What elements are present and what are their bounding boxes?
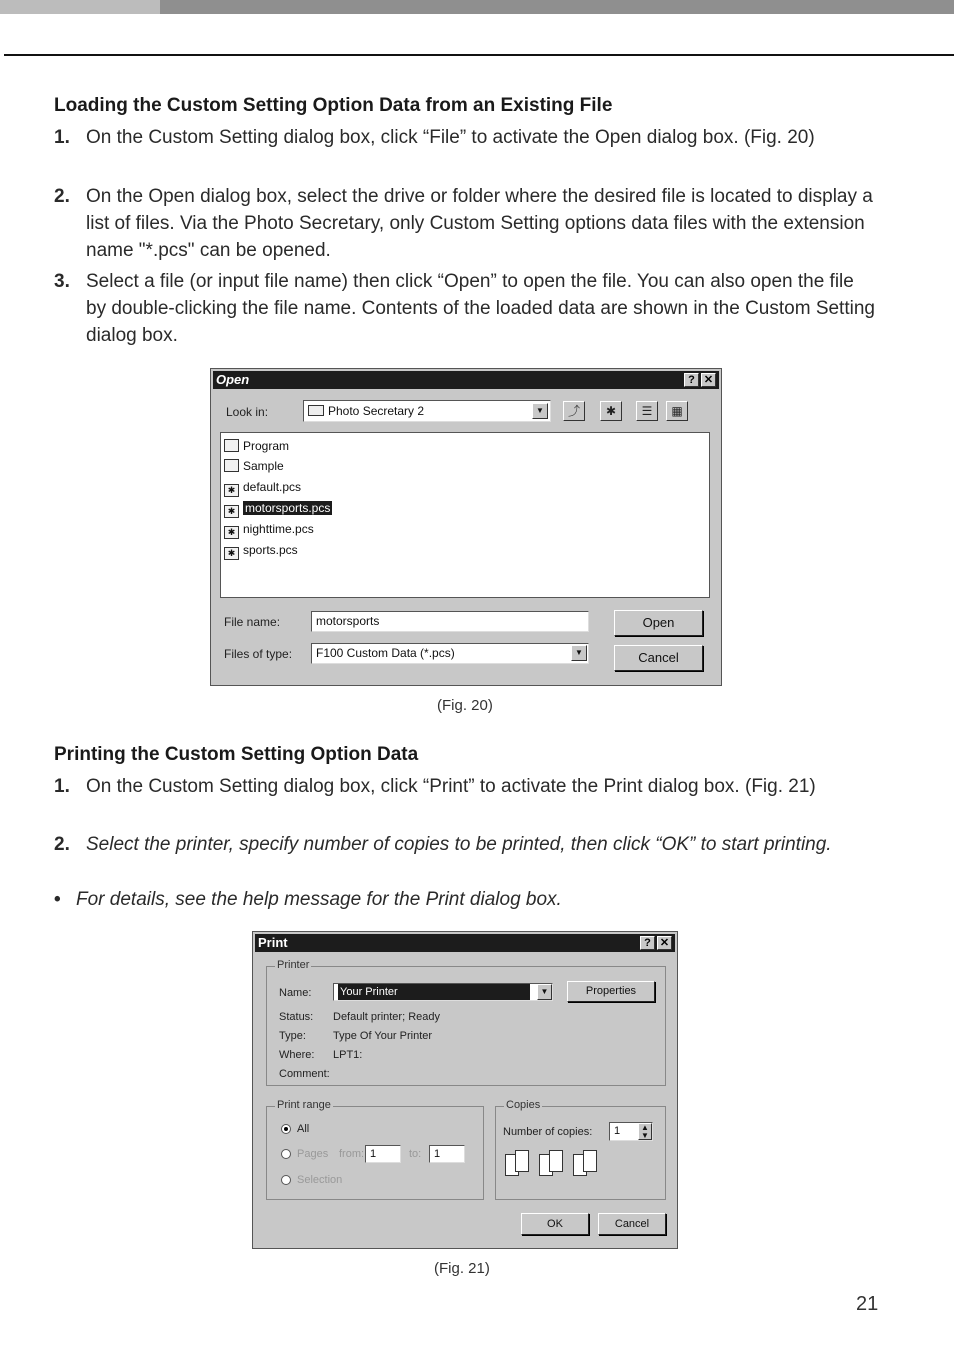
look-in-value: Photo Secretary 2 bbox=[328, 404, 425, 418]
list-item-selected[interactable]: ✱ motorsports.pcs bbox=[224, 500, 332, 517]
bullet: • bbox=[54, 889, 61, 910]
comment-label: Comment: bbox=[279, 1068, 330, 1080]
open-button[interactable]: Open bbox=[614, 610, 703, 636]
list-item[interactable]: ✱ nighttime.pcs bbox=[224, 521, 314, 538]
step-text: On the Custom Setting dialog box, click “Print” to activate the Print dialog box. (Fig. 21) bbox=[86, 776, 816, 797]
chevron-down-icon[interactable]: ▼ bbox=[537, 984, 552, 1000]
chevron-down-icon[interactable]: ▼ bbox=[571, 645, 587, 661]
file-type-value: F100 Custom Data (*.pcs) bbox=[316, 646, 455, 660]
list-view-icon[interactable]: ☰ bbox=[636, 401, 658, 421]
section1-step-1 bbox=[54, 124, 874, 178]
list-item[interactable]: ✱ sports.pcs bbox=[224, 542, 298, 559]
name-label: Name: bbox=[279, 987, 312, 999]
type-label: Type: bbox=[279, 1030, 306, 1042]
step-number: 2. bbox=[54, 186, 70, 207]
page-number: 21 bbox=[856, 1293, 879, 1315]
step-text: Select a file (or input file name) then click “Open” to open the file. You can also open the file by double-clicking the file name. Contents of the loaded data are shown in the Custom Setting dialog box. bbox=[86, 271, 875, 346]
print-dialog bbox=[252, 931, 678, 1249]
printer-group-label: Printer bbox=[277, 959, 310, 971]
file-name-input[interactable]: motorsports bbox=[311, 611, 589, 632]
pcs-file-icon: ✱ bbox=[224, 547, 239, 560]
section1-step-2 bbox=[54, 183, 874, 264]
open-dialog-title: Open bbox=[216, 372, 250, 387]
properties-button[interactable]: Properties bbox=[567, 981, 655, 1002]
step-text: On the Open dialog box, select the drive or folder where the desired file is located to display a list of files. Via the Photo Secretary, only Custom Setting options data files with the extension name "*.pcs" can be opened. bbox=[86, 186, 873, 261]
spinner-icon[interactable]: ▲ ▼ bbox=[638, 1123, 652, 1140]
collate-page-icon bbox=[583, 1150, 597, 1172]
folder-icon bbox=[224, 439, 239, 452]
close-button[interactable]: ✕ bbox=[701, 373, 716, 387]
look-in-label: Look in: bbox=[226, 405, 269, 419]
pages-radio[interactable] bbox=[281, 1149, 291, 1159]
folder-icon bbox=[308, 405, 324, 416]
chevron-down-icon[interactable]: ▼ bbox=[532, 403, 548, 419]
pages-label: Pages bbox=[297, 1148, 329, 1160]
section1-step-3 bbox=[54, 268, 874, 349]
section2-heading: Printing the Custom Setting Option Data bbox=[54, 744, 419, 765]
to-label: to: bbox=[409, 1148, 422, 1160]
print-range-label: Print range bbox=[277, 1099, 331, 1111]
fig21-caption: (Fig. 21) bbox=[434, 1260, 490, 1277]
printer-name-value: Your Printer bbox=[338, 984, 530, 1000]
step-number: 1. bbox=[54, 127, 70, 148]
list-item[interactable]: Sample bbox=[224, 458, 284, 475]
file-name-label: File name: bbox=[224, 615, 281, 629]
pcs-file-icon: ✱ bbox=[224, 484, 239, 497]
open-dialog bbox=[210, 368, 722, 686]
step-number: 1. bbox=[54, 776, 70, 797]
open-dialog-titlebar bbox=[213, 371, 719, 389]
section2-bullet bbox=[54, 886, 874, 913]
selection-label: Selection bbox=[297, 1174, 343, 1186]
from-label: from: bbox=[339, 1148, 365, 1160]
pcs-file-icon: ✱ bbox=[224, 505, 239, 518]
copies-label: Number of copies: bbox=[503, 1126, 593, 1138]
fig20-caption: (Fig. 20) bbox=[437, 697, 493, 714]
look-in-select[interactable] bbox=[303, 400, 551, 422]
from-input[interactable]: 1 bbox=[365, 1145, 401, 1163]
to-input[interactable]: 1 bbox=[429, 1145, 465, 1163]
new-folder-icon[interactable]: ✱ bbox=[600, 401, 622, 421]
step-number: 2. bbox=[54, 834, 70, 855]
print-dialog-titlebar bbox=[255, 934, 675, 952]
all-radio[interactable] bbox=[281, 1124, 291, 1134]
help-button[interactable]: ? bbox=[640, 936, 655, 950]
step-text: Select the printer, specify number of copies to be printed, then click “OK” to start printing. bbox=[86, 834, 832, 855]
file-list[interactable] bbox=[220, 432, 710, 598]
copies-group-label: Copies bbox=[506, 1099, 541, 1111]
all-label: All bbox=[297, 1123, 310, 1135]
up-folder-icon[interactable]: ⤴ bbox=[563, 401, 585, 421]
step-number: 3. bbox=[54, 271, 70, 292]
step-text: On the Custom Setting dialog box, click “File” to activate the Open dialog box. (Fig. 20) bbox=[86, 127, 815, 148]
section2-step-2 bbox=[54, 831, 874, 885]
section1-heading: Loading the Custom Setting Option Data from an Existing File bbox=[54, 95, 613, 116]
where-value: LPT1: bbox=[333, 1049, 363, 1061]
copies-value: 1 bbox=[614, 1125, 621, 1137]
type-value: Type Of Your Printer bbox=[333, 1030, 433, 1042]
where-label: Where: bbox=[279, 1049, 315, 1061]
file-type-label: Files of type: bbox=[224, 647, 293, 661]
list-item[interactable]: Program bbox=[224, 438, 289, 455]
ok-button[interactable]: OK bbox=[521, 1213, 589, 1235]
printer-name-select[interactable] bbox=[333, 983, 553, 1001]
cancel-button[interactable]: Cancel bbox=[598, 1213, 666, 1235]
header-rule bbox=[4, 54, 954, 56]
print-dialog-title: Print bbox=[258, 935, 288, 950]
help-button[interactable]: ? bbox=[684, 373, 699, 387]
close-button[interactable]: ✕ bbox=[657, 936, 672, 950]
cancel-button[interactable]: Cancel bbox=[614, 645, 703, 671]
section2-step-1 bbox=[54, 773, 874, 827]
copies-input[interactable] bbox=[609, 1122, 653, 1141]
pcs-file-icon: ✱ bbox=[224, 526, 239, 539]
list-item[interactable]: ✱ default.pcs bbox=[224, 479, 301, 496]
details-view-icon[interactable]: ▦ bbox=[666, 401, 688, 421]
collate-page-icon bbox=[515, 1150, 529, 1172]
top-band-dark bbox=[160, 0, 954, 14]
status-value: Default printer; Ready bbox=[333, 1011, 440, 1023]
step-text: For details, see the help message for the Print dialog box. bbox=[76, 889, 562, 910]
selection-radio[interactable] bbox=[281, 1175, 291, 1185]
file-type-select[interactable] bbox=[311, 643, 589, 664]
status-label: Status: bbox=[279, 1011, 314, 1023]
folder-icon bbox=[224, 459, 239, 472]
collate-page-icon bbox=[549, 1150, 563, 1172]
